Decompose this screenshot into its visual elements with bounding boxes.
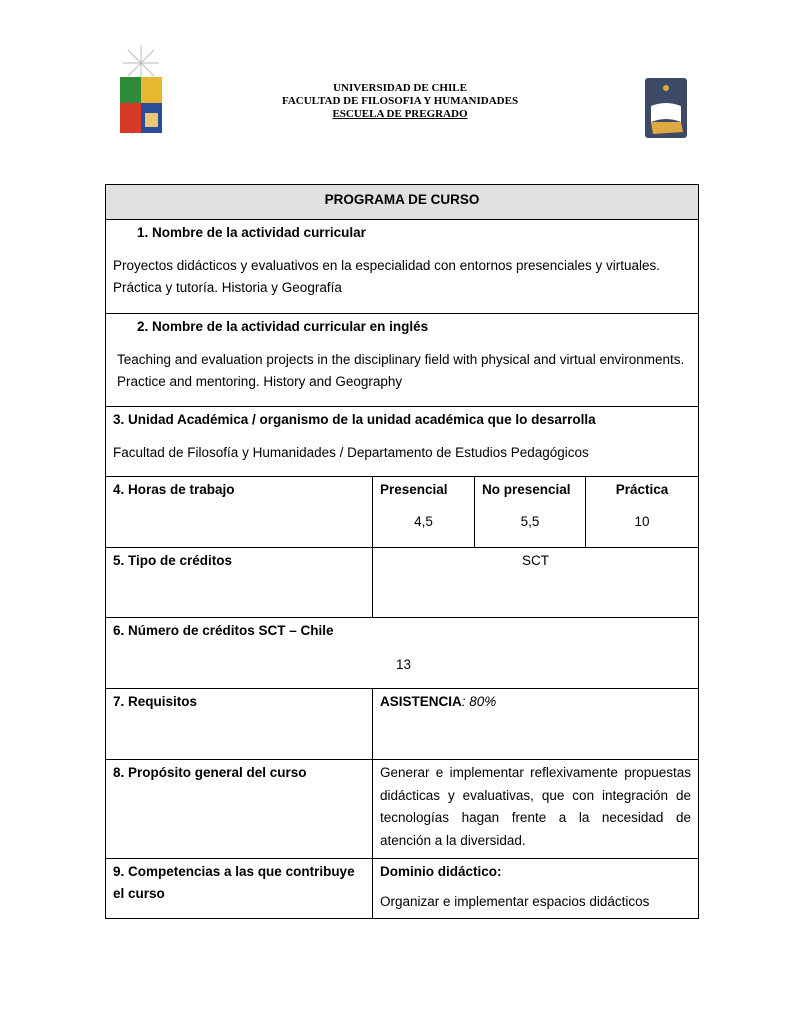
section-6-value: 13 <box>396 657 412 672</box>
section-9-domain: Dominio didáctico: <box>380 864 502 879</box>
attendance-value: : 80% <box>461 694 497 709</box>
section-8-label: 8. Propósito general del curso <box>105 759 373 859</box>
section-3 <box>105 406 699 477</box>
hours-presencial <box>372 476 475 548</box>
section-1-value: Proyectos didácticos y evaluativos en la especialidad con entornos presenciales y virtuales. Práctica y tutoría. Historia y Geografía <box>113 258 661 295</box>
attendance-label: ASISTENCIA <box>380 694 462 709</box>
faculty-book-logo <box>645 78 687 138</box>
section-6 <box>105 617 699 689</box>
section-3-label: 3. Unidad Académica / organismo de la unidad académica que lo desarrolla <box>113 412 596 427</box>
hours-practica-value: 10 <box>634 514 650 529</box>
section-9-label: 9. Competencias a las que contribuye el curso <box>105 858 373 919</box>
section-2-value: Teaching and evaluation projects in the disciplinary field with physical and virtual environments. Practice and mentoring. History and Geography <box>117 352 685 389</box>
section-3-value: Facultad de Filosofía y Humanidades / Departamento de Estudios Pedagógicos <box>113 445 589 460</box>
section-4-label: 4. Horas de trabajo <box>105 476 373 548</box>
hours-practica-header: Práctica <box>615 482 669 497</box>
hours-no-presencial-header: No presencial <box>482 482 571 497</box>
section-1 <box>105 219 699 314</box>
section-5-value: SCT <box>372 547 699 618</box>
section-8-value: Generar e implementar reflexivamente propuestas didácticas y evaluativas, que con integración de tecnologías hagan frente a la necesidad de atención a la diversidad. <box>372 759 699 859</box>
section-2 <box>105 313 699 407</box>
institution-header <box>250 82 550 121</box>
hours-presencial-value: 4,5 <box>414 514 433 529</box>
section-7-value <box>372 688 699 760</box>
faculty-name: FACULTAD DE FILOSOFIA Y HUMANIDADES <box>281 95 519 107</box>
university-name: UNIVERSIDAD DE CHILE <box>333 82 467 94</box>
section-9-value <box>372 858 699 919</box>
university-crest-logo <box>118 45 164 135</box>
section-7-label: 7. Requisitos <box>105 688 373 760</box>
hours-practica <box>585 476 699 548</box>
section-2-label: 2. Nombre de la actividad curricular en inglés <box>137 319 429 334</box>
section-1-label: 1. Nombre de la actividad curricular <box>137 225 366 240</box>
hours-presencial-header: Presencial <box>380 482 448 497</box>
section-5-label: 5. Tipo de créditos <box>105 547 373 618</box>
section-9-text: Organizar e implementar espacios didácticos <box>380 894 650 909</box>
table-title: PROGRAMA DE CURSO <box>105 184 699 220</box>
hours-no-presencial <box>474 476 586 548</box>
hours-no-presencial-value: 5,5 <box>520 514 540 529</box>
school-name: ESCUELA DE PREGRADO <box>332 108 468 120</box>
section-6-label: 6. Número de créditos SCT – Chile <box>113 623 334 638</box>
